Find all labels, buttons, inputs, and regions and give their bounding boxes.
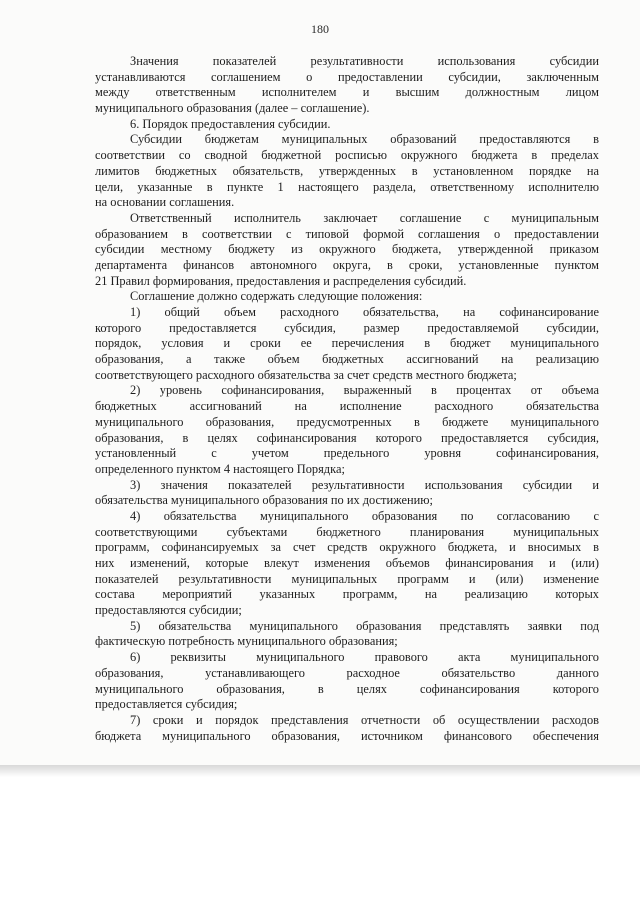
text-line: 7) сроки и порядок представления отчетности об осуществлении расходов [130, 712, 599, 727]
text-line: предоставляется субсидия; [95, 697, 238, 712]
text-line: обязательства муниципального образования по их достижению; [95, 493, 433, 508]
text-line: соответствии со сводной бюджетной росписью окружного бюджета в пределах [95, 148, 599, 163]
text-line: бюджета муниципального образования, источником финансового обеспечения [95, 728, 599, 743]
text-line: 3) значения показателей результативности использования субсидии и [130, 477, 599, 492]
text-line: состава мероприятий указанных программ, на реализацию которых [95, 587, 599, 602]
text-line: 6) реквизиты муниципального правового акта муниципального [130, 650, 599, 665]
text-line: образованием в соответствии с типовой формой соглашения о предоставлении [95, 226, 599, 241]
text-line: образования, а также объем бюджетных ассигнований на реализацию [95, 352, 599, 367]
text-line: которого предоставляется субсидия, размер предоставляемой субсидии, [95, 320, 599, 335]
text-line: определенного пунктом 4 настоящего Порядка; [95, 461, 345, 476]
text-line: 1) общий объем расходного обязательства, на софинансирование [130, 305, 599, 319]
text-line: лимитов бюджетных обязательств, утвержденных в установленном порядке на [95, 163, 599, 178]
text-line: устанавливаются соглашением о предоставлении субсидии, заключенным [95, 69, 599, 84]
text-line: Субсидии бюджетам муниципальных образований предоставляются в [130, 132, 599, 147]
document-body [95, 54, 599, 744]
text-line: Соглашение должно содержать следующие положения: [130, 289, 423, 304]
text-line: 6. Порядок предоставления субсидии. [130, 116, 331, 131]
text-line: предоставляются субсидии; [95, 603, 242, 618]
text-line: установленный с учетом предельного уровня софинансирования, [95, 446, 599, 461]
text-line: 21 Правил формирования, предоставления и распределения субсидий. [95, 273, 467, 288]
text-line: муниципального образования, предусмотренных в бюджете муниципального [95, 414, 599, 429]
text-line: субсидии местному бюджету из окружного бюджета, утвержденной приказом [95, 242, 599, 257]
text-line: Значения показателей результативности использования субсидии [130, 54, 599, 68]
text-line: образования, в целях софинансирования которого предоставляется субсидия, [95, 430, 599, 445]
text-line: на основании соглашения. [95, 195, 235, 210]
text-line: 2) уровень софинансирования, выраженный в процентах от объема [130, 383, 599, 398]
text-line: них изменений, которые влекут изменения объемов финансирования и (или) [95, 556, 599, 570]
text-line: порядок, условия и сроки ее перечисления в бюджет муниципального [95, 336, 599, 351]
text-line: образования, устанавливающего расходное обязательство данного [95, 665, 599, 680]
page-edge-shadow [0, 765, 640, 777]
text-line: программ, софинансируемых за счет средств окружного бюджета, и вносимых в [95, 540, 599, 555]
text-line: муниципального образования, в целях софинансирования которого [95, 681, 599, 696]
page-number: 180 [311, 22, 329, 36]
text-line: департамента финансов автономного округа, в сроки, установленные пунктом [95, 257, 599, 272]
text-line: Ответственный исполнитель заключает соглашение с муниципальным [130, 210, 599, 225]
text-line: цели, указанные в пункте 1 настоящего раздела, ответственному исполнителю [95, 179, 599, 194]
text-line: соответствующего расходного обязательства за счет средств местного бюджета; [95, 367, 517, 382]
text-line: муниципального образования (далее – соглашение). [95, 101, 370, 116]
text-line: показателей результативности муниципальных программ и (или) изменение [95, 571, 599, 586]
text-line: между ответственным исполнителем и высшим должностным лицом [95, 85, 599, 100]
text-line: 5) обязательства муниципального образования представлять заявки под [130, 618, 599, 633]
text-line: 4) обязательства муниципального образования по согласованию с [130, 508, 599, 523]
text-line: бюджетных ассигнований на исполнение расходного обязательства [95, 399, 599, 414]
text-line: фактическую потребность муниципального образования; [95, 634, 398, 649]
text-line: соответствующими субъектами бюджетного планирования муниципальных [95, 524, 599, 539]
